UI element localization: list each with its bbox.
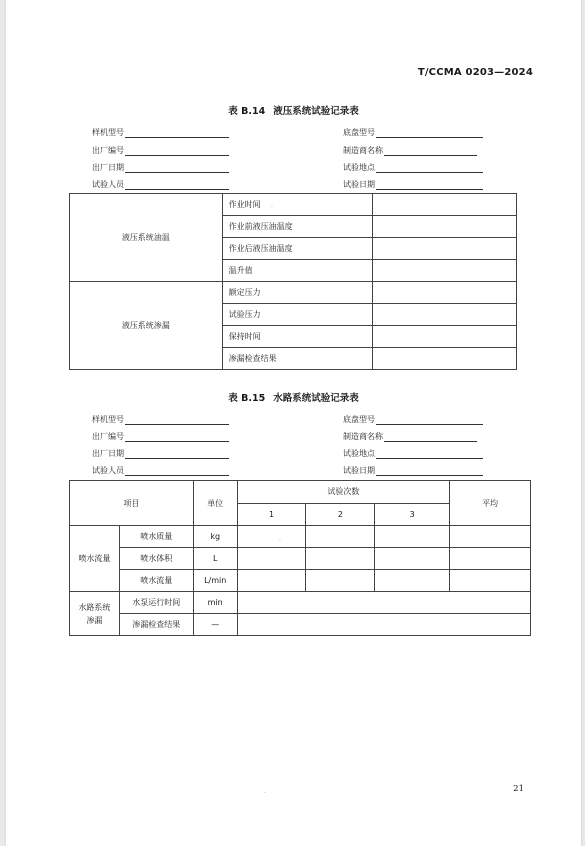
header-trial-2: 2 (306, 503, 375, 526)
unit-label: L/min (193, 570, 237, 592)
group-label: 液压系统油温 (70, 194, 223, 282)
value-cell[interactable] (375, 548, 450, 570)
meta-field[interactable]: 出厂日期 (92, 159, 229, 173)
value-cell[interactable] (306, 570, 375, 592)
meta-field[interactable]: 底盘型号 (343, 411, 483, 425)
table-b15 (69, 480, 531, 636)
unit-label: min (193, 592, 237, 614)
value-cell[interactable] (450, 548, 531, 570)
meta-field[interactable]: 试验人员 (92, 176, 229, 190)
item-label: 渗漏检查结果 (222, 348, 373, 370)
meta-field[interactable]: 样机型号 (92, 411, 229, 425)
item-label: 试验压力 (222, 304, 373, 326)
value-cell[interactable] (373, 216, 517, 238)
value-cell[interactable] (306, 526, 375, 548)
item-label: 保持时间 (222, 326, 373, 348)
value-cell[interactable] (373, 260, 517, 282)
table-b14-title (6, 103, 581, 117)
value-cell[interactable] (373, 326, 517, 348)
header-average: 平均 (450, 481, 531, 526)
meta-field[interactable]: 试验日期 (343, 462, 483, 476)
unit-label: L (193, 548, 237, 570)
group-label: 液压系统渗漏 (70, 282, 223, 370)
header-item: 项目 (70, 481, 194, 526)
meta-field[interactable]: 试验日期 (343, 176, 483, 190)
value-cell[interactable] (237, 614, 530, 636)
item-label: 喷水流量 (119, 570, 193, 592)
table-b14 (69, 193, 517, 370)
document-page (6, 0, 581, 846)
scan-speck: · (271, 204, 273, 211)
group-label-line-1: 水路系统 (78, 602, 111, 612)
meta-field[interactable]: 底盘型号 (343, 124, 483, 138)
meta-field[interactable]: 试验地点 (343, 445, 483, 459)
meta-field[interactable]: 出厂编号 (92, 142, 229, 156)
standard-number: T/CCMA 0203—2024 (417, 67, 533, 78)
value-cell[interactable] (373, 238, 517, 260)
group-label: 喷水流量 (70, 526, 120, 592)
value-cell[interactable] (373, 194, 517, 216)
item-label: 作业前液压油温度 (222, 216, 373, 238)
table-b15-title-text: 水路系统试验记录表 (273, 393, 359, 404)
value-cell[interactable] (450, 570, 531, 592)
header-trial-3: 3 (375, 503, 450, 526)
item-label: 喷水体积 (119, 548, 193, 570)
value-cell[interactable] (373, 348, 517, 370)
item-label: 温升值 (222, 260, 373, 282)
item-label: 额定压力 (222, 282, 373, 304)
value-cell[interactable] (237, 548, 306, 570)
table-b15-title (6, 390, 581, 404)
item-label: 喷水质量 (119, 526, 193, 548)
value-cell[interactable] (306, 548, 375, 570)
value-cell[interactable] (373, 304, 517, 326)
value-cell[interactable] (373, 282, 517, 304)
header-trial-1: 1 (237, 503, 306, 526)
table-b15-number: 表 B.15 (228, 393, 266, 404)
scan-speck: · (264, 790, 266, 797)
meta-field[interactable]: 制造商名称 (343, 142, 477, 156)
meta-field[interactable]: 样机型号 (92, 124, 229, 138)
meta-field[interactable]: 出厂编号 (92, 428, 229, 442)
unit-label: — (193, 614, 237, 636)
header-test-count: 试验次数 (237, 481, 449, 504)
item-label: 作业后液压油温度 (222, 238, 373, 260)
group-label (70, 592, 120, 636)
meta-field[interactable]: 试验地点 (343, 159, 483, 173)
value-cell[interactable] (450, 526, 531, 548)
table-b14-title-text: 液压系统试验记录表 (273, 106, 359, 117)
value-cell[interactable] (237, 570, 306, 592)
group-label-line-2: 渗漏 (86, 615, 103, 625)
unit-label: kg (193, 526, 237, 548)
value-cell[interactable] (237, 592, 530, 614)
scan-speck: · (279, 537, 281, 544)
header-unit: 单位 (193, 481, 237, 526)
value-cell[interactable] (237, 526, 306, 548)
meta-field[interactable]: 制造商名称 (343, 428, 477, 442)
value-cell[interactable] (375, 570, 450, 592)
page-number: 21 (513, 784, 524, 794)
item-label: 渗漏检查结果 (119, 614, 193, 636)
table-b14-number: 表 B.14 (228, 106, 266, 117)
item-label: 作业时间 (222, 194, 373, 216)
item-label: 水泵运行时间 (119, 592, 193, 614)
meta-field[interactable]: 出厂日期 (92, 445, 229, 459)
meta-field[interactable]: 试验人员 (92, 462, 229, 476)
value-cell[interactable] (375, 526, 450, 548)
